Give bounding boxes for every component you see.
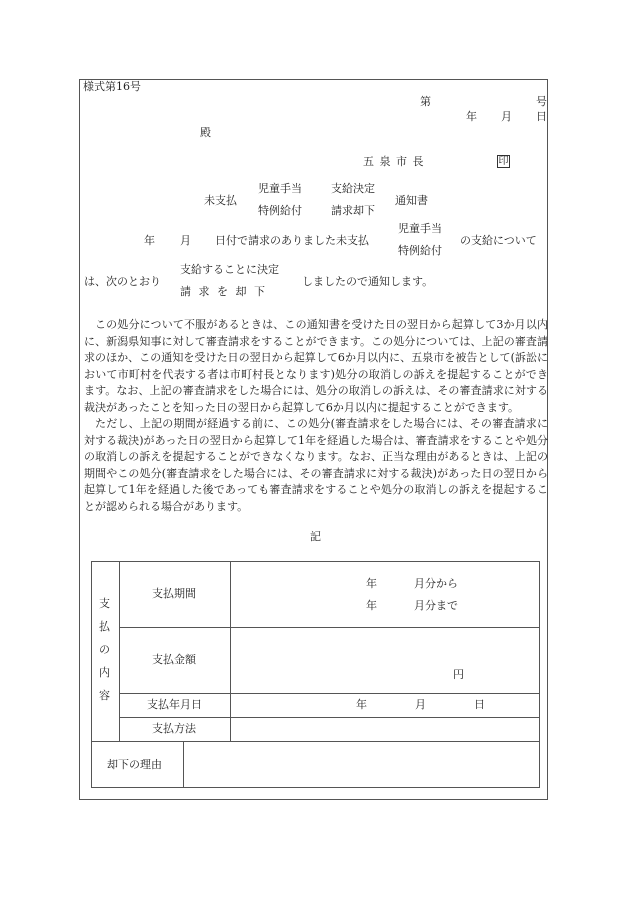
amount-label: 支払金額 <box>152 653 196 666</box>
addressee-suffix: 殿 <box>200 126 211 139</box>
date-day: 日 <box>474 698 485 711</box>
title-decision-1: 支給決定 <box>331 182 375 195</box>
period-from: 月分から <box>414 577 458 590</box>
reason-label: 却下の理由 <box>107 758 162 771</box>
body-closing-text: しましたので通知します。 <box>302 275 434 288</box>
number-prefix: 第 <box>420 95 431 108</box>
title-prefix: 未支払 <box>204 194 237 207</box>
appeal-paragraph-1: この処分について不服があるときは、この通知書を受けた日の翌日から起算して3か月以内に、新潟県知事に対して審査請求をすることができます。この処分については、上記の審査請求のほか、この通知を受けた日の翌日から起算して6か月以内に、五泉市を被告として(訴訟において市町村を代表する者は市町村長となります)処分の取消しの訴えを提起することができます。なお、上記の審査請求をした場合には、処分の取消しの訴えは、その審査請求に対する裁決があったことを知った日の翌日から起算して6か月以内に提起することができます。 <box>84 318 548 414</box>
issuer: 五 泉 市 長 <box>363 155 425 168</box>
method-label: 支払方法 <box>152 722 196 735</box>
header-year: 年 <box>466 110 477 123</box>
body-about-text: の支給について <box>460 234 537 247</box>
section-label-2: 払 <box>99 620 110 633</box>
title-decision-2: 請求却下 <box>331 204 375 217</box>
date-month: 月 <box>415 698 426 711</box>
period-from-year: 年 <box>366 577 377 590</box>
body-result-1: 支給することに決定 <box>180 263 279 276</box>
form-id: 様式第16号 <box>83 80 141 93</box>
section-label-4: 内 <box>99 666 110 679</box>
appeal-paragraph-2: ただし、上記の期間が経過する前に、この処分(審査請求をした場合には、その審査請求に対する裁決)があった日の翌日から起算して1年を経過した場合は、審査請求をすることや処分の取消しの訴えを提起することができなくなります。なお、正当な理由があるときは、上記の期間やこの処分(審査請求をした場合には、その審査請求に対する裁決)があった日の翌日から起算して1年を経過した後であっても審査請求をすることや処分の取消しの訴えを提起することが認められる場合があります。 <box>84 417 548 513</box>
ki-heading: 記 <box>310 530 321 543</box>
section-label-5: 容 <box>99 689 110 702</box>
body-month: 月 <box>180 234 191 247</box>
title-suffix: 通知書 <box>395 194 428 207</box>
section-label-3: の <box>99 643 110 656</box>
body-lead-text: は、次のとおり <box>84 275 161 288</box>
body-result-2: 請 求 を 却 下 <box>180 285 267 298</box>
body-allowance-1: 児童手当 <box>398 222 442 235</box>
period-to-year: 年 <box>366 599 377 612</box>
header-day: 日 <box>536 110 547 123</box>
section-label-1: 支 <box>99 597 110 610</box>
number-suffix: 号 <box>536 95 547 108</box>
title-allowance-1: 児童手当 <box>258 182 302 195</box>
body-year: 年 <box>144 234 155 247</box>
header-month: 月 <box>501 110 512 123</box>
title-allowance-2: 特例給付 <box>258 204 302 217</box>
date-year: 年 <box>356 698 367 711</box>
period-to: 月分まで <box>414 599 458 612</box>
seal-icon: 印 <box>498 156 509 167</box>
amount-unit: 円 <box>453 668 464 681</box>
period-label: 支払期間 <box>152 587 196 600</box>
date-label: 支払年月日 <box>147 698 202 711</box>
body-allowance-2: 特例給付 <box>398 244 442 257</box>
body-date-text: 日付で請求のありました未支払 <box>215 234 369 247</box>
